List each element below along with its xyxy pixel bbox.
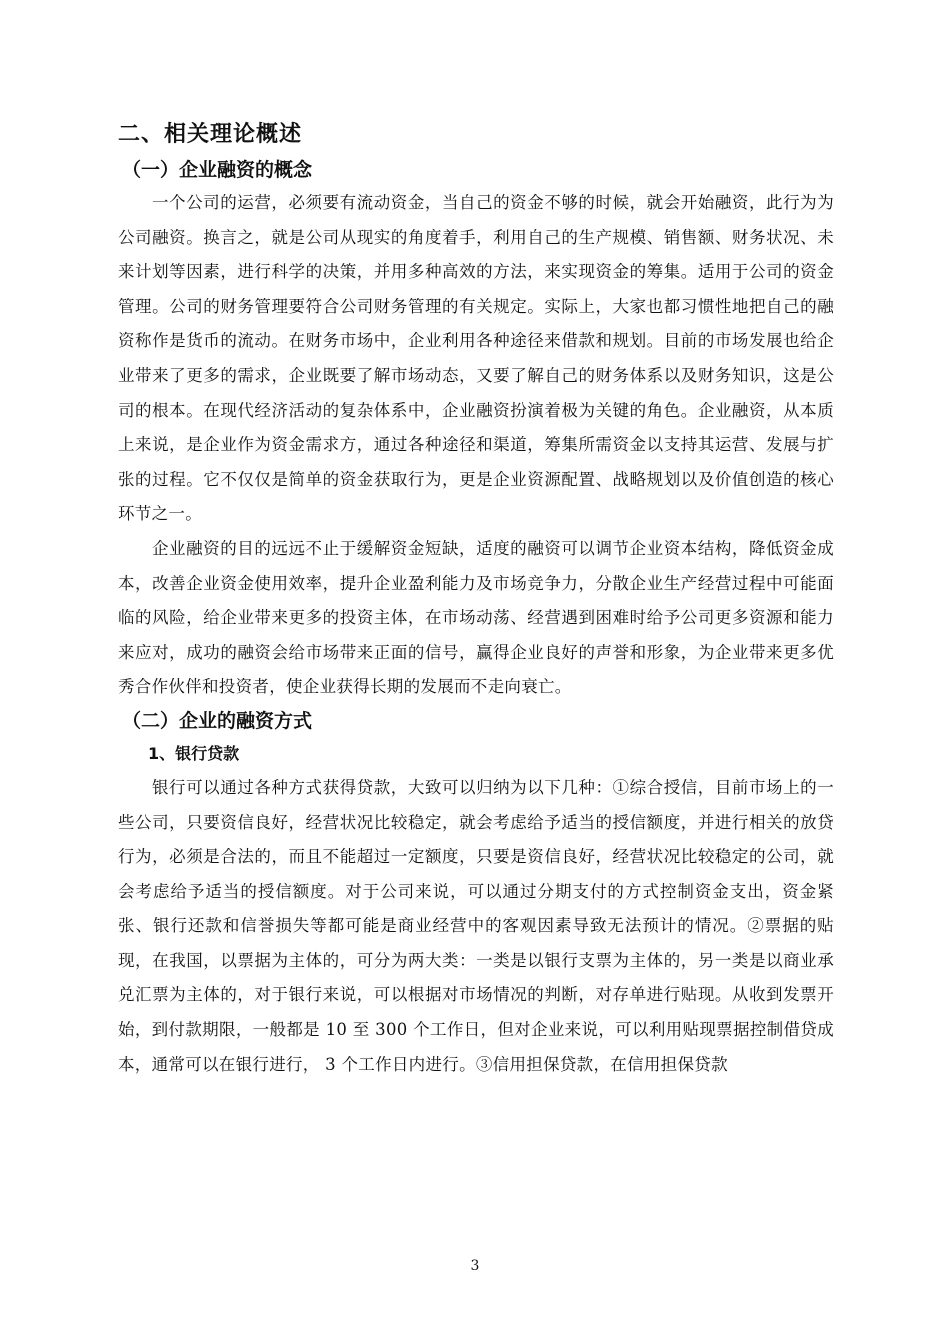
paragraph: 一个公司的运营，必须要有流动资金，当自己的资金不够的时候，就会开始融资，此行为为公司融资。换言之，就是公司从现实的角度着手，利用自己的生产规模、销售额、财务状况、未来计划等因素，进行科学的决策，并用多种高效的方法，来实现资金的筹集。适用于公司的资金管理。公司的财务管理要符合公司财务管理的有关规定。实际上，大家也都习惯性地把自己的融资称作是货币的流动。在财务市场中，企业利用各种途径来借款和规划。目前的市场发展也给企业带来了更多的需求，企业既要了解市场动态，又要了解自己的财务体系以及财务知识，这是公司的根本。在现代经济活动的复杂体系中，企业融资扮演着极为关键的角色。企业融资，从本质上来说，是企业作为资金需求方，通过各种途径和渠道，筹集所需资金以支持其运营、发展与扩张的过程。它不仅仅是简单的资金获取行为，更是企业资源配置、战略规划以及价值创造的核心环节之一。 [118,193,834,524]
paragraph: 企业融资的目的远远不止于缓解资金短缺，适度的融资可以调节企业资本结构，降低资金成本，改善企业资金使用效率，提升企业盈利能力及市场竞争力，分散企业生产经营过程中可能面临的风险，给企业带来更多的投资主体，在市场动荡、经营遇到困难时给予公司更多资源和能力来应对，成功的融资会给市场带来正面的信号，赢得企业良好的声誉和形象，为企业带来更多优秀合作伙伴和投资者，使企业获得长期的发展而不走向衰亡。 [118,538,834,697]
page-number: 3 [470,1258,480,1274]
subsection-heading-methods: （二）企业的融资方式 [122,709,313,732]
subsection-heading-concept: （一）企业融资的概念 [122,159,313,181]
paragraph: 银行可以通过各种方式获得贷款，大致可以归纳为以下几种：①综合授信，目前市场上的一些公司，只要资信良好，经营状况比较稳定，就会考虑给予适当的授信额度，并进行相关的放贷行为，必须是合法的，而且不能超过一定额度，只要是资信良好，经营状况比较稳定的公司，就会考虑给予适当的授信额度。对于公司来说，可以通过分期支付的方式控制资金支出，资金紧张、银行还款和信誉损失等都可能是商业经营中的客观因素导致无法预计的情况。②票据的贴现，在我国，以票据为主体的，可分为两大类：一类是以银行支票为主体的，另一类是以商业承兑汇票为主体的，对于银行来说，可以根据对市场情况的判断，对存单进行贴现。从收到发票开始，到付款期限，一般都是 10 至 300 个工作日，但对企业来说，可以利用贴现票据控制借贷成本，通常可以在银行进行， 3 个工作日内进行。③信用担保贷款，在信用担保贷款 [118,777,834,1074]
section-heading: 二、相关理论概述 [118,122,303,147]
page-content [118,118,834,1082]
item-heading-bank-loan: 1、银行贷款 [148,743,240,763]
